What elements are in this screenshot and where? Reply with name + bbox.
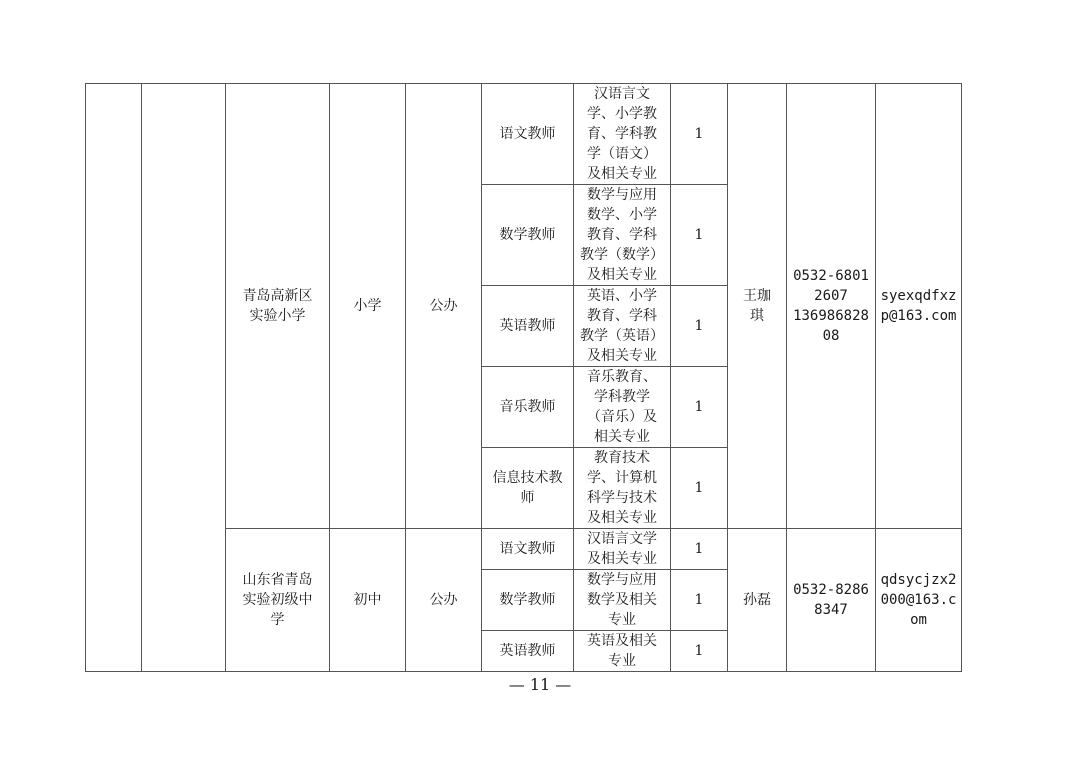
major-line: 学、小学教 [587,106,657,122]
school-type-cell: 公办 [406,529,482,672]
school-level-cell: 初中 [330,529,406,672]
phone-line: 0532-8286 [793,582,869,598]
position-title-cell [482,631,574,672]
major-line: 数学与应用 [587,187,657,203]
major-line: （音乐）及 [587,409,657,425]
phone-line: 136986828 [793,308,869,324]
major-line: 教学（数学） [580,247,664,263]
email-line: syexqdfxz [880,288,957,304]
email-line: p@163.com [880,308,957,324]
major-line: 及相关专业 [587,267,657,283]
major-line: 教育、学科 [587,227,657,243]
major-line: 教育、学科 [587,308,657,324]
school-name-line: 实验小学 [249,308,306,324]
count-cell: 1 [671,570,728,631]
phone-line: 2607 [814,288,848,304]
count-cell: 1 [671,631,728,672]
count-cell: 1 [671,84,728,185]
school-name-cell [226,529,330,672]
phone-cell [787,529,876,672]
position-title-cell [482,570,574,631]
count-cell: 1 [671,448,728,529]
position-title-cell [482,367,574,448]
email-line: qdsycjzx2 [880,572,957,588]
major-line: 学（语文） [587,146,657,162]
position-title-line: 音乐教师 [499,399,556,415]
major-line: 育、学科教 [587,126,657,142]
contact-line: 琪 [750,308,764,324]
phone-line: 0532-6801 [793,268,869,284]
school-type-cell: 公办 [406,84,482,529]
position-title-line: 信息技术教 [492,470,563,486]
position-title-cell [482,185,574,286]
major-line: 及相关专业 [587,348,657,364]
recruitment-table [85,83,962,672]
major-line: 及相关专业 [587,510,657,526]
position-title-cell [482,84,574,185]
major-line: 相关专业 [594,429,650,445]
major-cell [574,570,671,631]
major-line: 专业 [608,653,636,669]
school-name-line: 实验初级中 [242,592,313,608]
school-name-line: 学 [270,612,285,628]
major-line: 英语及相关 [587,633,657,649]
position-title-line: 数学教师 [499,592,556,608]
blank-cell-col2 [142,84,226,672]
major-line: 及相关专业 [587,551,657,567]
school-name-line: 青岛高新区 [242,288,313,304]
contact-person-cell [728,529,787,672]
major-line: 数学与应用 [587,572,657,588]
contact-line: 孙磊 [743,592,771,608]
position-title-cell [482,529,574,570]
position-title-line: 语文教师 [499,541,556,557]
major-line: 教育技术 [594,450,650,466]
school-name-cell [226,84,330,529]
school-level-cell: 小学 [330,84,406,529]
phone-line: 08 [822,328,840,344]
school-name-line: 山东省青岛 [242,572,313,588]
major-line: 学科教学 [594,389,650,405]
major-cell [574,631,671,672]
position-title-line: 英语教师 [499,643,556,659]
major-line: 数学、小学 [587,207,657,223]
phone-line: 8347 [814,602,848,618]
major-cell [574,529,671,570]
major-line: 及相关专业 [587,166,657,182]
major-line: 教学（英语） [580,328,664,344]
count-cell: 1 [671,367,728,448]
email-cell [876,529,962,672]
position-title-line: 数学教师 [499,227,556,243]
major-cell [574,448,671,529]
count-cell: 1 [671,185,728,286]
major-cell [574,367,671,448]
position-title-line: 英语教师 [499,318,556,334]
page-number: — 11 — [508,675,572,694]
major-line: 科学与技术 [587,490,657,506]
count-cell: 1 [671,529,728,570]
blank-cell-col1 [86,84,142,672]
major-line: 英语、小学 [587,288,657,304]
position-title-line: 师 [520,490,535,506]
contact-person-cell [728,84,787,529]
major-cell [574,84,671,185]
major-cell [574,185,671,286]
major-line: 汉语言文学 [587,531,657,547]
contact-line: 王珈 [743,288,771,304]
count-cell: 1 [671,286,728,367]
major-line: 数学及相关 [587,592,657,608]
position-title-line: 语文教师 [499,126,556,142]
table-row [86,84,962,185]
email-cell [876,84,962,529]
position-title-cell [482,448,574,529]
major-line: 学、计算机 [587,470,657,486]
major-line: 音乐教育、 [587,369,657,385]
major-line: 专业 [608,612,636,628]
major-cell [574,286,671,367]
major-line: 汉语言文 [594,86,650,102]
email-line: 000@163.c [880,592,957,608]
phone-cell [787,84,876,529]
position-title-cell [482,286,574,367]
email-line: om [910,612,927,628]
